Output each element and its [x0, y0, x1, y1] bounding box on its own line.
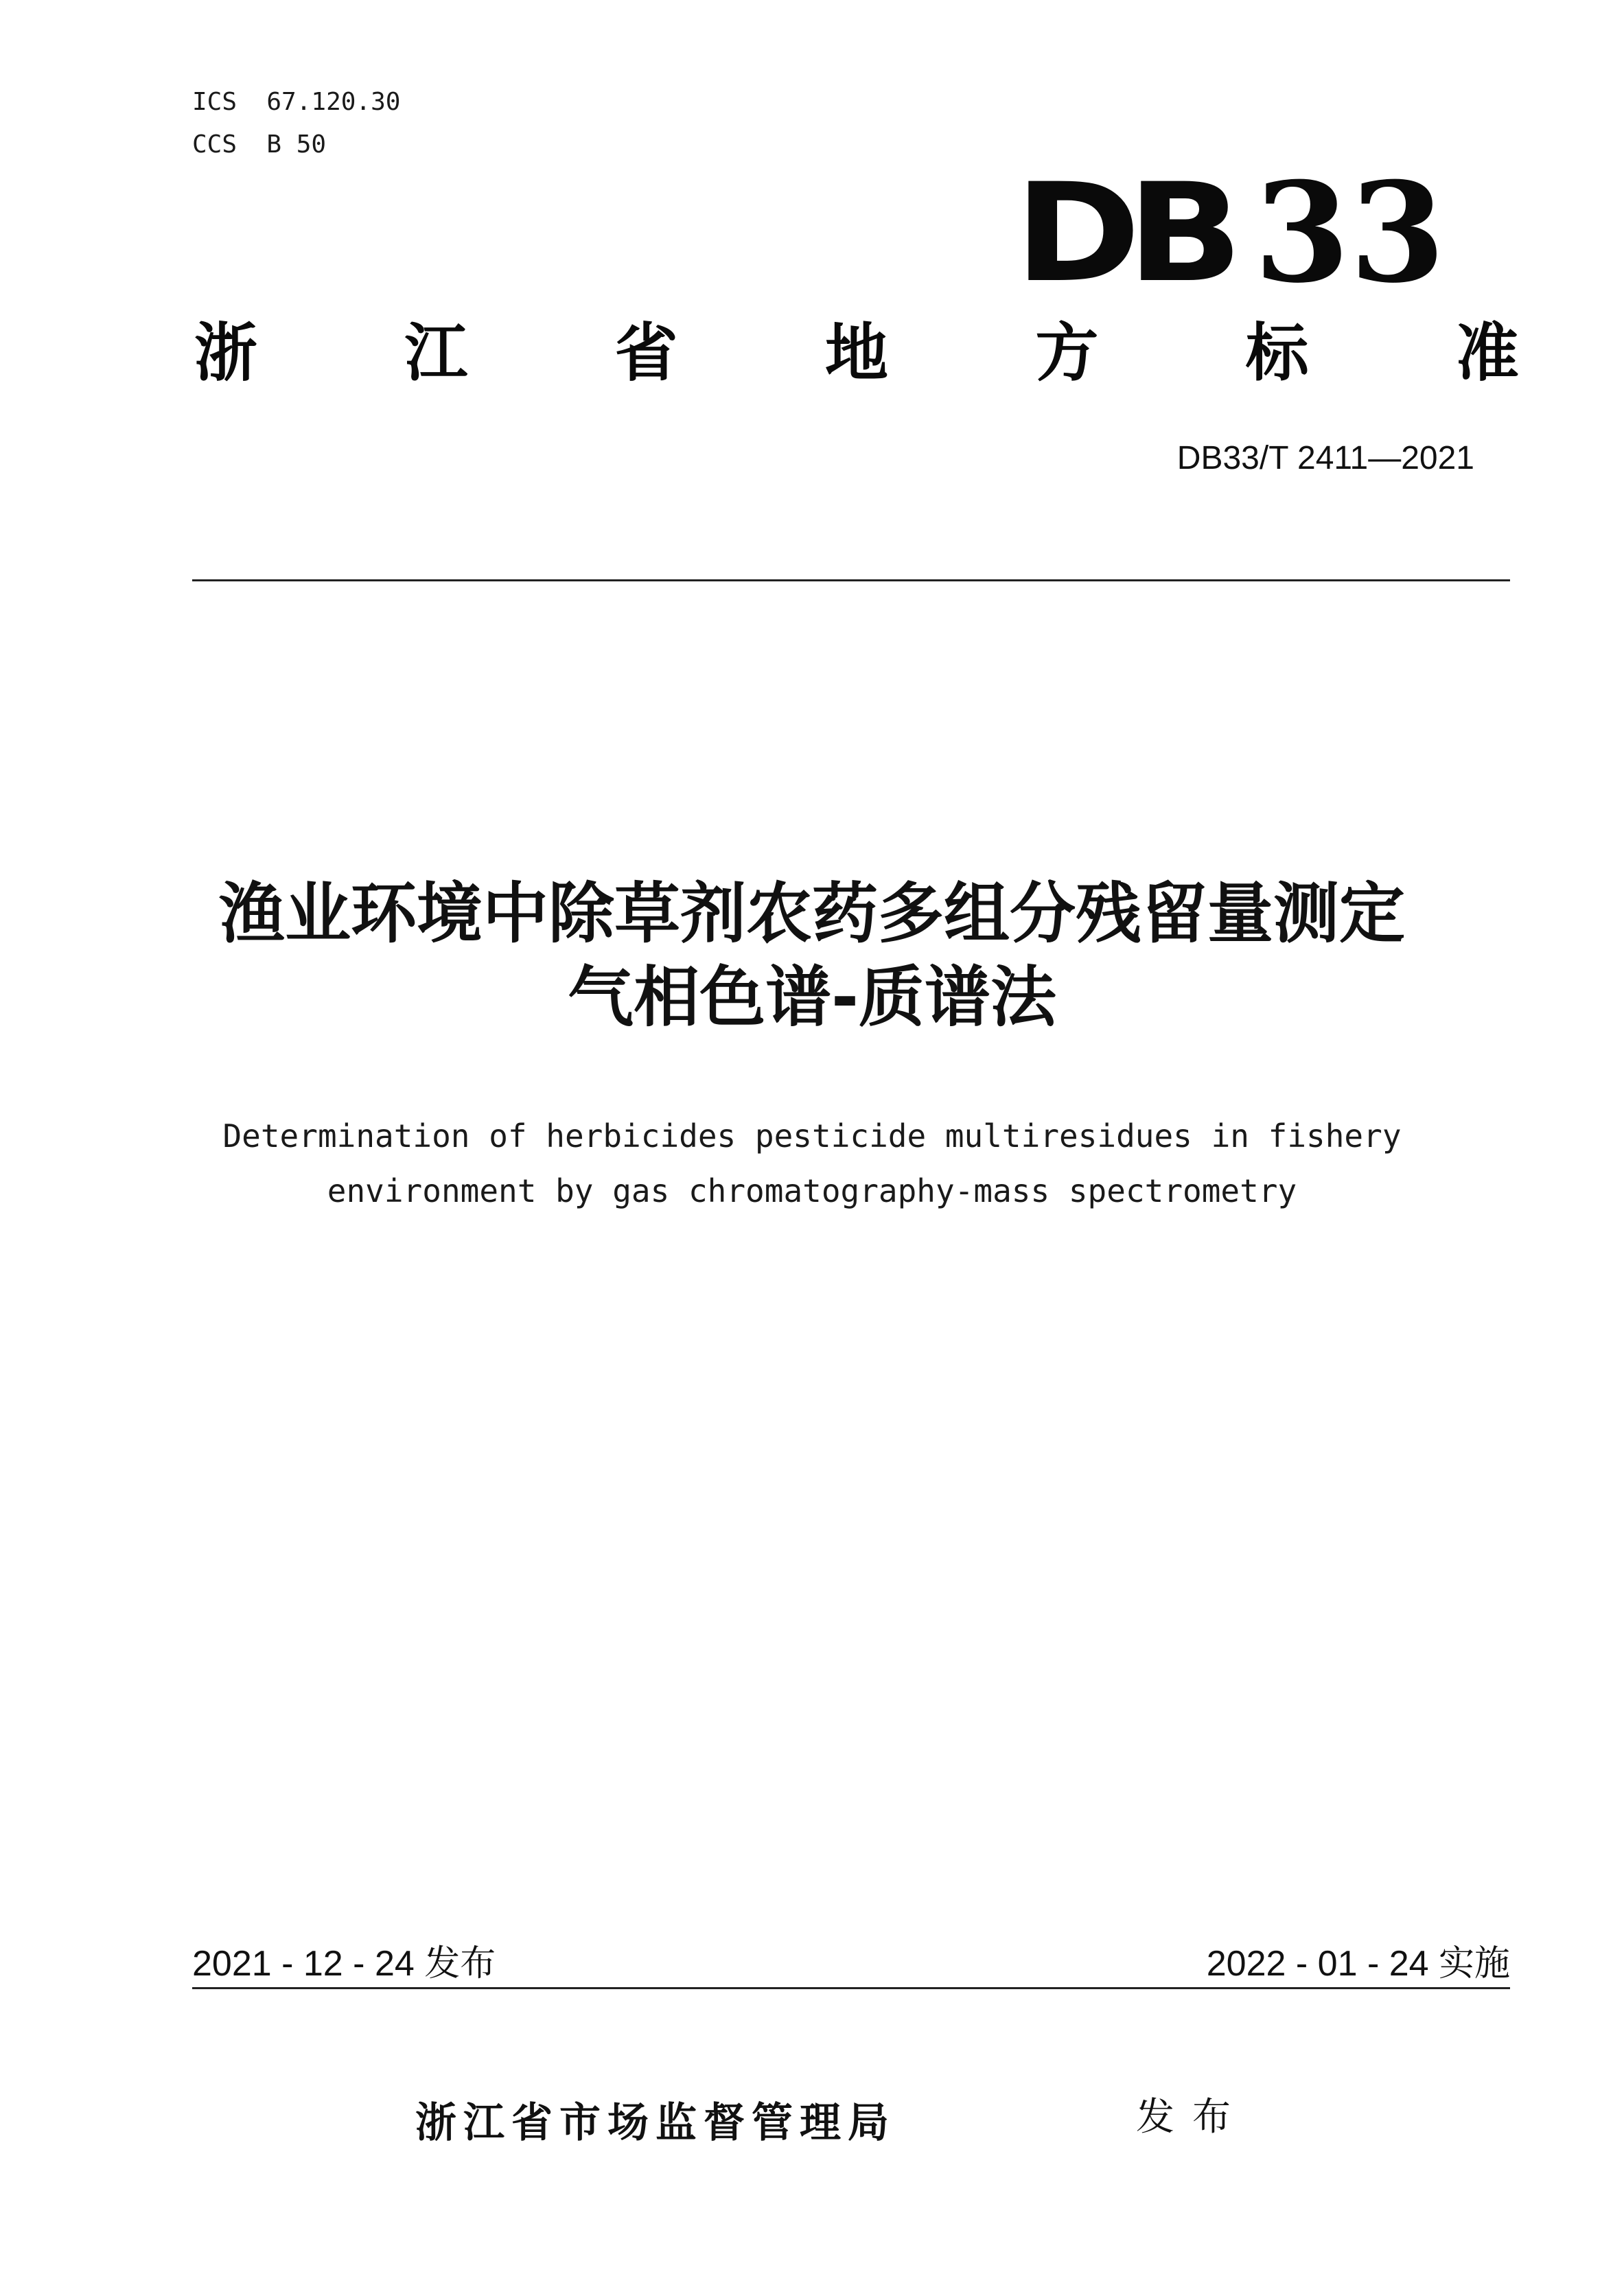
standard-type-char: 省: [614, 316, 678, 390]
standard-type-char: 方: [1035, 316, 1099, 390]
db33-logo: [1014, 152, 1446, 314]
standard-type-char: 浙: [194, 316, 258, 390]
issue-label: 发布: [1136, 2095, 1249, 2140]
bottom-divider: [192, 1987, 1510, 1989]
top-divider: [192, 579, 1510, 581]
standard-number: DB33/T 2411—2021: [1176, 440, 1474, 476]
english-title-line-2: environment by gas chromatography-mass spectrometry: [327, 1172, 1297, 1209]
chinese-title-line-2: 气相色谱-质谱法: [568, 959, 1056, 1036]
standard-type-char: 江: [404, 316, 468, 390]
standard-type-char: 地: [824, 316, 888, 390]
ics-code: ICS 67.120.30: [192, 88, 401, 116]
chinese-title-line-1: 渔业环境中除草剂农药多组分残留量测定: [219, 875, 1405, 952]
logo-db-letters: DB: [1014, 154, 1229, 312]
english-title-line-1: Determination of herbicides pesticide multiresidues in fishery: [222, 1117, 1402, 1155]
standard-type-char: 标: [1245, 316, 1309, 390]
classification-codes: [192, 81, 400, 166]
implementation-date: 2022 - 01 - 24 实施: [1206, 1944, 1510, 1984]
standard-type-heading: [194, 312, 1519, 395]
chinese-title: [0, 872, 1624, 1039]
date-row: [192, 1934, 1510, 1986]
standard-type-char: 准: [1455, 316, 1519, 390]
ccs-code: CCS B 50: [192, 130, 327, 159]
issue-date: 2021 - 12 - 24 发布: [192, 1944, 496, 1984]
english-title: [0, 1109, 1624, 1218]
logo-number: 33: [1254, 152, 1446, 314]
issuing-authority: 浙江省市场监督管理局: [415, 2099, 896, 2147]
